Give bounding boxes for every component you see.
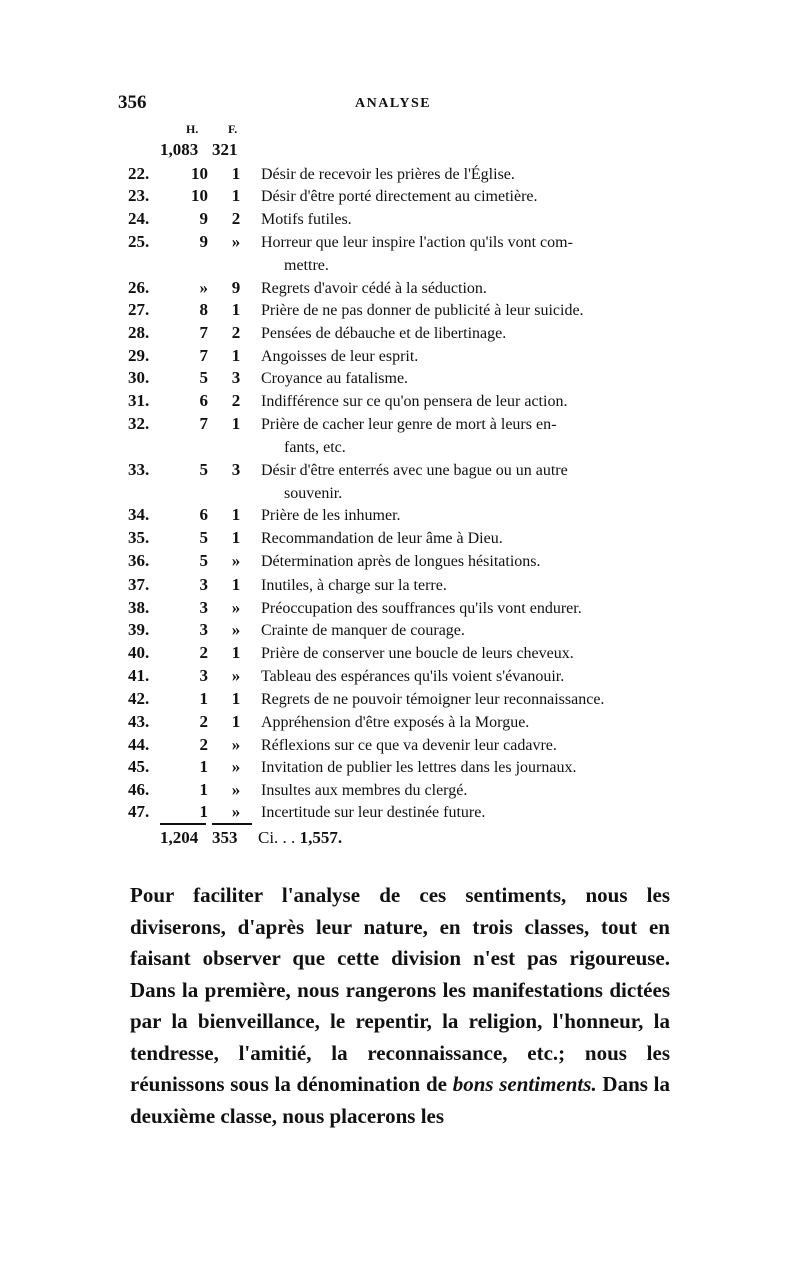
row-count-f: 1 (231, 300, 241, 319)
row-number: 29. (128, 346, 150, 365)
sum-total-f: 353 (212, 828, 238, 847)
row-description: Préoccupation des souffrances qu'ils vont endurer. (261, 600, 582, 617)
row-number: 33. (128, 460, 150, 479)
row-description-continuation: fants, etc. (284, 439, 346, 456)
row-count-f: 1 (231, 164, 241, 183)
row-count-h: 5 (199, 368, 208, 387)
row-description: Prière de conserver une boucle de leurs cheveux. (261, 645, 574, 662)
row-number: 40. (128, 643, 150, 662)
row-count-h: 9 (199, 232, 208, 251)
row-count-h: 1 (199, 802, 208, 821)
table-row (0, 712, 800, 735)
table-row (0, 209, 800, 232)
row-count-h: 6 (199, 391, 208, 410)
row-description: Détermination après de longues hésitations. (261, 553, 541, 570)
row-count-f: 1 (231, 528, 241, 547)
row-description-continuation: souvenir. (284, 485, 343, 502)
row-count-f: » (231, 620, 241, 639)
running-title: ANALYSE (355, 96, 432, 111)
table-row (0, 802, 800, 825)
row-number: 31. (128, 391, 150, 410)
row-description: Insultes aux membres du clergé. (261, 782, 468, 799)
table-row (0, 735, 800, 758)
table-row (0, 528, 800, 551)
row-count-h: 7 (199, 414, 208, 433)
sum-total-h: 1,204 (160, 828, 199, 847)
body-paragraph (130, 880, 670, 1132)
sum-grand-total (258, 828, 342, 848)
row-description: Regrets de ne pouvoir témoigner leur reconnaissance. (261, 691, 605, 708)
row-count-f: » (231, 735, 241, 754)
row-count-h: 1 (199, 757, 208, 776)
row-number: 22. (128, 164, 150, 183)
row-description: Désir d'être enterrés avec une bague ou un autre (261, 462, 568, 479)
row-count-f: 1 (231, 346, 241, 365)
row-description: Tableau des espérances qu'ils voient s'évanouir. (261, 668, 565, 685)
table-row-continuation (0, 437, 800, 460)
row-count-f: 1 (231, 689, 241, 708)
row-number: 44. (128, 735, 150, 754)
table-row (0, 505, 800, 528)
sum-rule-h (160, 823, 206, 825)
row-count-f: » (231, 598, 241, 617)
row-count-h: 3 (199, 666, 208, 685)
row-count-f: » (231, 780, 241, 799)
row-number: 32. (128, 414, 150, 433)
row-count-h: 2 (199, 712, 208, 731)
row-count-h: 10 (191, 186, 208, 205)
row-description: Recommandation de leur âme à Dieu. (261, 530, 503, 547)
row-number: 39. (128, 620, 150, 639)
row-description: Désir d'être porté directement au cimetière. (261, 188, 538, 205)
row-count-h: 9 (199, 209, 208, 228)
table-row (0, 300, 800, 323)
row-count-h: 3 (199, 598, 208, 617)
row-description: Pensées de débauche et de libertinage. (261, 325, 507, 342)
row-description: Prière de cacher leur genre de mort à leurs en- (261, 416, 557, 433)
paragraph-emphasis: bons sentiments. (452, 1072, 597, 1096)
row-count-h: 10 (191, 164, 208, 183)
table-row (0, 368, 800, 391)
row-count-f: 2 (231, 391, 241, 410)
row-number: 46. (128, 780, 150, 799)
row-number: 36. (128, 551, 150, 570)
paragraph-text-b: Dans la deuxième classe, nous placerons les (130, 1072, 670, 1128)
row-count-h: 2 (199, 735, 208, 754)
row-count-h: » (199, 278, 208, 297)
row-count-f: 1 (231, 712, 241, 731)
row-description: Incertitude sur leur destinée future. (261, 804, 486, 821)
row-count-f: 3 (231, 460, 241, 479)
row-count-h: 2 (199, 643, 208, 662)
row-count-f: 9 (231, 278, 241, 297)
table-row (0, 757, 800, 780)
row-count-f: 2 (231, 209, 241, 228)
row-number: 26. (128, 278, 150, 297)
row-count-h: 8 (199, 300, 208, 319)
page-number: 356 (118, 92, 147, 113)
row-description-continuation: mettre. (284, 257, 329, 274)
row-count-h: 1 (199, 689, 208, 708)
row-description: Horreur que leur inspire l'action qu'ils vont com- (261, 234, 573, 251)
paragraph-text-a: Pour faciliter l'analyse de ces sentiments, nous les diviserons, d'après leur nature, en trois classes, tout en faisant observer que cette division n'est pas rigoureuse. Dans la première, nous rangerons les manifestations dictées par la bienveillance, le repentir, la religion, l'honneur, la tendresse, l'amitié, la reconnaissance, etc.; nous les réunissons sous la dénomination de (130, 883, 670, 1096)
table-row (0, 551, 800, 574)
table-row (0, 689, 800, 712)
table-row (0, 186, 800, 209)
row-number: 37. (128, 575, 150, 594)
ci-label: Ci. . . (258, 828, 296, 847)
row-number: 25. (128, 232, 150, 251)
carried-total-f: 321 (212, 140, 238, 159)
row-number: 43. (128, 712, 150, 731)
row-count-f: 1 (231, 414, 241, 433)
row-number: 34. (128, 505, 150, 524)
row-number: 47. (128, 802, 150, 821)
grand-total-value: 1,557. (299, 828, 343, 847)
row-number: 30. (128, 368, 150, 387)
carried-total-h: 1,083 (160, 140, 199, 159)
row-count-h: 1 (199, 780, 208, 799)
row-description: Motifs futiles. (261, 211, 352, 228)
column-header-h: H. (186, 122, 199, 136)
row-description: Appréhension d'être exposés à la Morgue. (261, 714, 530, 731)
row-count-f: » (231, 802, 241, 821)
row-count-f: 1 (231, 575, 241, 594)
row-description: Croyance au fatalisme. (261, 370, 409, 387)
row-count-h: 3 (199, 575, 208, 594)
row-count-h: 7 (199, 346, 208, 365)
table-row (0, 666, 800, 689)
row-description: Désir de recevoir les prières de l'Église. (261, 166, 515, 183)
row-description: Angoisses de leur esprit. (261, 348, 419, 365)
row-number: 35. (128, 528, 150, 547)
table-row (0, 164, 800, 187)
row-count-h: 7 (199, 323, 208, 342)
table-row (0, 414, 800, 437)
sum-rule-f (212, 823, 252, 825)
table-row (0, 575, 800, 598)
table-row (0, 780, 800, 803)
table-row-continuation (0, 255, 800, 278)
row-count-f: 1 (231, 186, 241, 205)
row-description: Regrets d'avoir cédé à la séduction. (261, 280, 487, 297)
row-number: 28. (128, 323, 150, 342)
row-count-f: » (231, 666, 241, 685)
row-count-f: » (231, 232, 241, 251)
row-number: 27. (128, 300, 150, 319)
row-count-f: » (231, 551, 241, 570)
row-number: 41. (128, 666, 150, 685)
row-number: 42. (128, 689, 150, 708)
table-row (0, 346, 800, 369)
row-count-f: 3 (231, 368, 241, 387)
table-row-continuation (0, 483, 800, 506)
row-count-f: 1 (231, 505, 241, 524)
row-description: Réflexions sur ce que va devenir leur cadavre. (261, 737, 557, 754)
row-description: Crainte de manquer de courage. (261, 622, 465, 639)
column-header-f: F. (228, 122, 238, 136)
row-description: Inutiles, à charge sur la terre. (261, 577, 447, 594)
row-number: 24. (128, 209, 150, 228)
table-row (0, 323, 800, 346)
row-number: 38. (128, 598, 150, 617)
row-description: Indifférence sur ce qu'on pensera de leur action. (261, 393, 568, 410)
row-count-h: 5 (199, 460, 208, 479)
row-count-f: 1 (231, 643, 241, 662)
row-count-h: 5 (199, 551, 208, 570)
table-row (0, 391, 800, 414)
row-description: Prière de les inhumer. (261, 507, 401, 524)
row-count-f: » (231, 757, 241, 776)
table-row (0, 460, 800, 483)
row-number: 23. (128, 186, 150, 205)
table-row (0, 620, 800, 643)
table-row (0, 232, 800, 255)
row-count-h: 3 (199, 620, 208, 639)
row-count-h: 6 (199, 505, 208, 524)
table-row (0, 278, 800, 301)
row-description: Invitation de publier les lettres dans les journaux. (261, 759, 577, 776)
row-count-h: 5 (199, 528, 208, 547)
row-count-f: 2 (231, 323, 241, 342)
row-number: 45. (128, 757, 150, 776)
table-row (0, 643, 800, 666)
table-row (0, 598, 800, 621)
row-description: Prière de ne pas donner de publicité à leur suicide. (261, 302, 584, 319)
